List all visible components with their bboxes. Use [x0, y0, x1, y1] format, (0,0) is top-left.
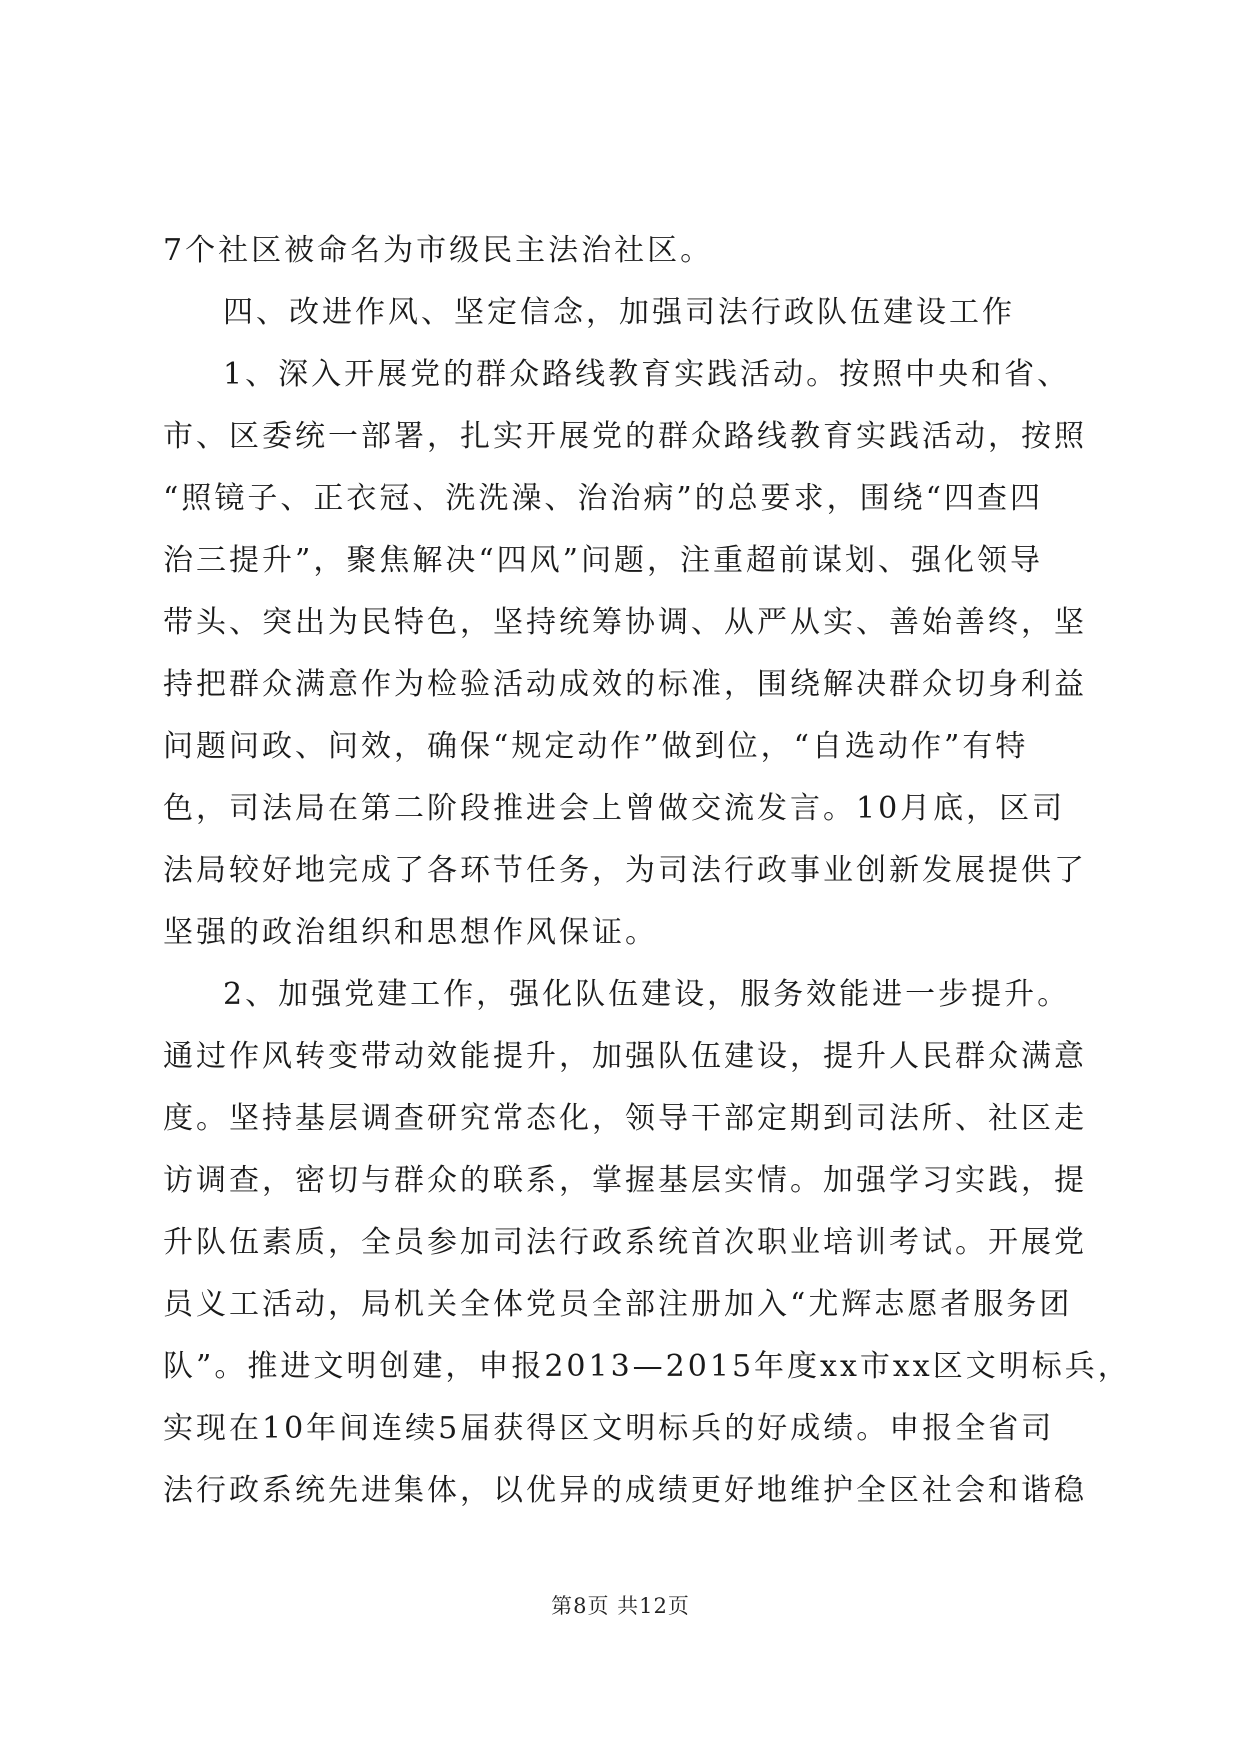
- text-line: 升队伍素质，全员参加司法行政系统首次职业培训考试。开展党: [163, 1225, 1087, 1260]
- text-line: 队”。推进文明创建，申报2013—2015年度xx市xx区文明标兵，: [163, 1349, 1131, 1384]
- text-line: 通过作风转变带动效能提升，加强队伍建设，提升人民群众满意: [163, 1039, 1087, 1074]
- text-line: 坚强的政治组织和思想作风保证。: [163, 915, 658, 950]
- text-line: 色，司法局在第二阶段推进会上曾做交流发言。10月底，区司: [163, 791, 1066, 826]
- paragraph-start: 1、深入开展党的群众路线教育实践活动。按照中央和省、: [223, 357, 1071, 392]
- text-line: 问题问政、问效，确保“规定动作”做到位，“自选动作”有特: [163, 729, 1029, 764]
- text-line: “照镜子、正衣冠、洗洗澡、治治病”的总要求，围绕“四查四: [163, 481, 1044, 516]
- text-line: 访调查，密切与群众的联系，掌握基层实情。加强学习实践，提: [163, 1163, 1087, 1198]
- body-text: [163, 220, 1131, 1522]
- text-line: 持把群众满意作为检验活动成效的标准，围绕解决群众切身利益: [163, 667, 1087, 702]
- section-heading: 四、改进作风、坚定信念，加强司法行政队伍建设工作: [223, 295, 1015, 330]
- text-line: 市、区委统一部署，扎实开展党的群众路线教育实践活动，按照: [163, 419, 1087, 454]
- text-line: 度。坚持基层调查研究常态化，领导干部定期到司法所、社区走: [163, 1101, 1087, 1136]
- text-line: 带头、突出为民特色，坚持统筹协调、从严从实、善始善终，坚: [163, 605, 1087, 640]
- text-line: 实现在10年间连续5届获得区文明标兵的好成绩。申报全省司: [163, 1411, 1055, 1446]
- text-line: 法行政系统先进集体，以优异的成绩更好地维护全区社会和谐稳: [163, 1473, 1087, 1508]
- page-number-footer: 第8页 共12页: [551, 1594, 690, 1618]
- text-line: 法局较好地完成了各环节任务，为司法行政事业创新发展提供了: [163, 853, 1087, 888]
- text-line: 治三提升”，聚焦解决“四风”问题，注重超前谋划、强化领导: [163, 543, 1044, 578]
- paragraph-start: 2、加强党建工作，强化队伍建设，服务效能进一步提升。: [223, 977, 1071, 1012]
- text-line: 7个社区被命名为市级民主法治社区。: [163, 233, 714, 268]
- text-line: 员义工活动，局机关全体党员全部注册加入“尤辉志愿者服务团: [163, 1287, 1073, 1322]
